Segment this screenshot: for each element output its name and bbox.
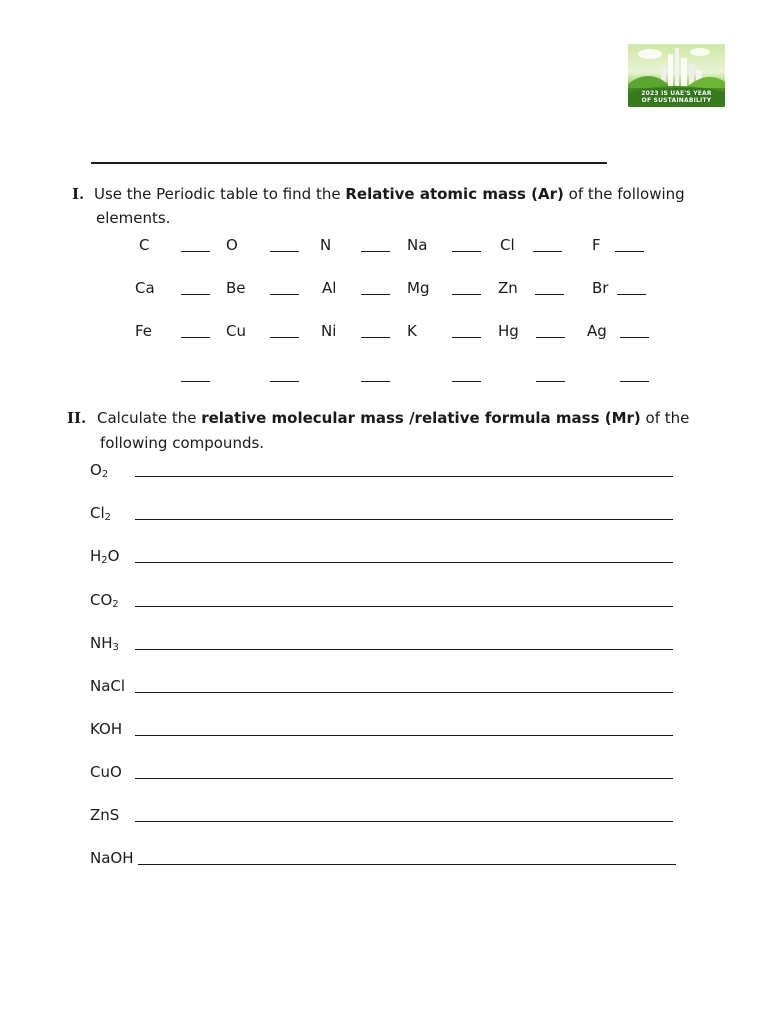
compound-formula: NaOH [90, 849, 134, 867]
compound-answer-line[interactable] [135, 735, 673, 736]
extra-answer-blank[interactable] [181, 381, 210, 382]
section2-text-bold: relative molecular mass /relative formula mass (Mr) [201, 409, 641, 427]
section2-instruction-line2: following compounds. [100, 434, 265, 452]
element-symbol: Mg [407, 279, 430, 297]
compound-answer-line[interactable] [135, 562, 673, 563]
element-symbol: N [320, 236, 332, 254]
logo-text-line1: 2023 IS UAE'S YEAR [641, 90, 712, 97]
element-symbol: Al [322, 279, 337, 297]
element-symbol: O [226, 236, 238, 254]
section2-text-after: of the [640, 409, 690, 427]
element-answer-blank[interactable] [181, 337, 210, 338]
compound-formula: KOH [90, 720, 123, 738]
section2-text-before: Calculate the [97, 409, 202, 427]
compound-answer-line[interactable] [135, 606, 673, 607]
element-symbol: C [139, 236, 150, 254]
section1-text-before: Use the Periodic table to find the [94, 185, 346, 203]
section2-instruction [97, 406, 689, 430]
compound-answer-line[interactable] [138, 864, 676, 865]
element-answer-blank[interactable] [270, 294, 299, 295]
compound-formula: ZnS [90, 806, 120, 824]
element-symbol: Ag [587, 322, 607, 340]
element-symbol: Ni [321, 322, 337, 340]
element-answer-blank[interactable] [617, 294, 646, 295]
element-symbol: Br [592, 279, 609, 297]
element-answer-blank[interactable] [361, 251, 390, 252]
element-answer-blank[interactable] [270, 337, 299, 338]
element-symbol: Cl [500, 236, 515, 254]
compound-answer-line[interactable] [135, 476, 673, 477]
logo-text-line2: OF SUSTAINABILITY [641, 97, 712, 104]
element-answer-blank[interactable] [620, 337, 649, 338]
compound-formula: $Cl_2$ [90, 504, 112, 523]
compound-formula: $H_2O$ [90, 547, 120, 566]
element-answer-blank[interactable] [536, 337, 565, 338]
element-symbol: Hg [498, 322, 519, 340]
section1-instruction-line2: elements. [96, 209, 171, 227]
extra-answer-blank[interactable] [270, 381, 299, 382]
element-symbol: Ca [135, 279, 155, 297]
element-symbol: Fe [135, 322, 153, 340]
element-answer-blank[interactable] [615, 251, 644, 252]
element-symbol: Cu [226, 322, 246, 340]
section1-text-bold: Relative atomic mass (Ar) [345, 185, 564, 203]
element-answer-blank[interactable] [452, 337, 481, 338]
section1-text-after: of the following [563, 185, 685, 203]
element-answer-blank[interactable] [361, 294, 390, 295]
element-symbol: K [407, 322, 417, 340]
section1-instruction [94, 182, 685, 206]
element-symbol: F [592, 236, 601, 254]
compound-formula: NaCl [90, 677, 126, 695]
element-answer-blank[interactable] [452, 251, 481, 252]
compound-formula: CuO [90, 763, 122, 781]
element-answer-blank[interactable] [361, 337, 390, 338]
element-answer-blank[interactable] [181, 251, 210, 252]
section2-number: II. [67, 409, 87, 427]
element-answer-blank[interactable] [270, 251, 299, 252]
compound-answer-line[interactable] [135, 821, 673, 822]
name-answer-line [91, 162, 607, 164]
extra-answer-blank[interactable] [361, 381, 390, 382]
extra-answer-blank[interactable] [452, 381, 481, 382]
compound-formula: $NH_3$ [90, 634, 119, 653]
element-symbol: Na [407, 236, 428, 254]
sustainability-logo [628, 44, 725, 107]
extra-answer-blank[interactable] [536, 381, 565, 382]
element-answer-blank[interactable] [181, 294, 210, 295]
extra-answer-blank[interactable] [620, 381, 649, 382]
compound-answer-line[interactable] [135, 519, 673, 520]
compound-formula: $O_2$ [90, 461, 109, 480]
compound-formula: $CO_2$ [90, 591, 119, 610]
section1-number: I. [72, 185, 85, 203]
element-answer-blank[interactable] [533, 251, 562, 252]
compound-answer-line[interactable] [135, 778, 673, 779]
element-symbol: Be [226, 279, 246, 297]
element-answer-blank[interactable] [535, 294, 564, 295]
element-answer-blank[interactable] [452, 294, 481, 295]
element-symbol: Zn [498, 279, 518, 297]
compound-answer-line[interactable] [135, 692, 673, 693]
compound-answer-line[interactable] [135, 649, 673, 650]
